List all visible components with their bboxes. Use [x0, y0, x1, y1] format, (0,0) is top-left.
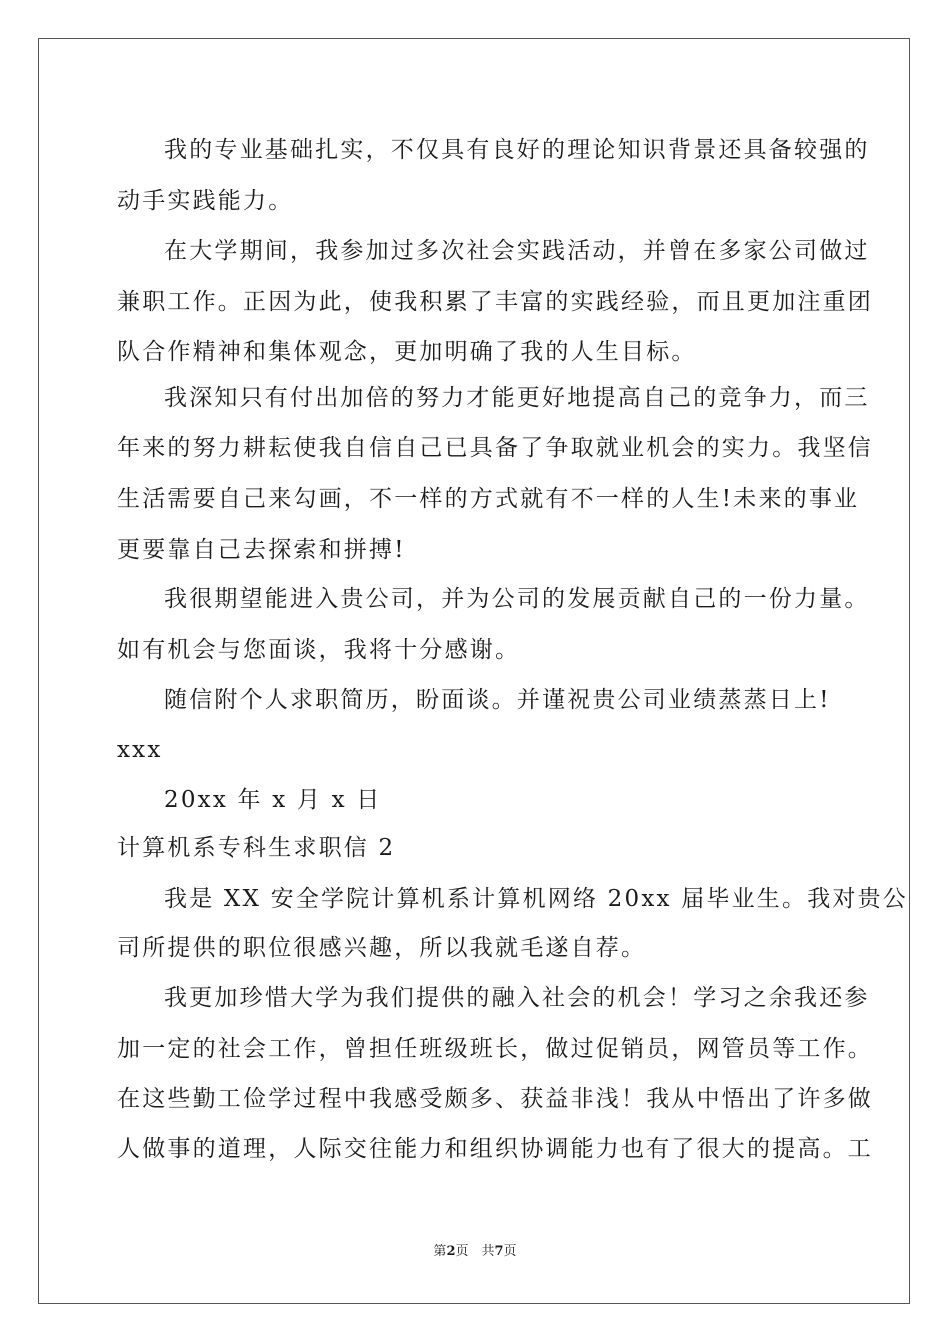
paragraph-3-line-1: 我深知只有付出加倍的努力才能更好地提高自己的竞争力，而三	[164, 385, 870, 411]
paragraph-6-line-3: 在这些勤工俭学过程中我感受颇多、获益非浅！我从中悟出了许多做	[117, 1086, 873, 1112]
paragraph-3-line-2: 年来的努力耕耘使我自信自己已具备了争取就业机会的实力。我坚信	[117, 435, 873, 461]
paragraph-6-line-2: 加一定的社会工作，曾担任班级班长，做过促销员，网管员等工作。	[117, 1036, 873, 1062]
section-title: 计算机系专科生求职信 2	[117, 835, 396, 861]
page-footer	[0, 1243, 950, 1261]
footer-page-suffix: 页	[503, 1244, 517, 1259]
paragraph-6-line-4: 人做事的道理，人际交往能力和组织协调能力也有了很大的提高。工	[117, 1136, 873, 1162]
paragraph-2-line-2: 兼职工作。正因为此，使我积累了丰富的实践经验，而且更加注重团	[117, 289, 873, 315]
paragraph-3-line-4: 更要靠自己去探索和拼搏!	[117, 537, 406, 563]
signature: xxx	[117, 737, 163, 763]
footer-page-middle: 页 共	[455, 1244, 495, 1259]
footer-page-current: 2	[446, 1244, 456, 1259]
paragraph-1-line-1: 我的专业基础扎实，不仅具有良好的理论知识背景还具备较强的	[164, 137, 870, 163]
paragraph-4-line-2: 如有机会与您面谈，我将十分感谢。	[117, 637, 521, 663]
footer-page-prefix: 第	[433, 1244, 447, 1259]
paragraph-1-line-2: 动手实践能力。	[117, 188, 294, 214]
closing-line: 随信附个人求职简历，盼面谈。并谨祝贵公司业绩蒸蒸日上!	[164, 687, 831, 713]
page-border	[38, 38, 910, 1304]
footer-page-total: 7	[494, 1244, 504, 1259]
paragraph-2-line-3: 队合作精神和集体观念，更加明确了我的人生目标。	[117, 339, 697, 365]
paragraph-4-line-1: 我很期望能进入贵公司，并为公司的发展贡献自己的一份力量。	[164, 586, 870, 612]
paragraph-6-line-1: 我更加珍惜大学为我们提供的融入社会的机会！学习之余我还参	[164, 985, 870, 1011]
paragraph-5-line-1: 我是 XX 安全学院计算机系计算机网络 20xx 届毕业生。我对贵公	[164, 886, 909, 912]
date-line: 20xx 年 x 月 x 日	[164, 787, 382, 813]
paragraph-2-line-1: 在大学期间，我参加过多次社会实践活动，并曾在多家公司做过	[164, 238, 870, 264]
paragraph-3-line-3: 生活需要自己来勾画，不一样的方式就有不一样的人生!未来的事业	[117, 486, 860, 512]
paragraph-5-line-2: 司所提供的职位很感兴趣，所以我就毛遂自荐。	[117, 935, 647, 961]
